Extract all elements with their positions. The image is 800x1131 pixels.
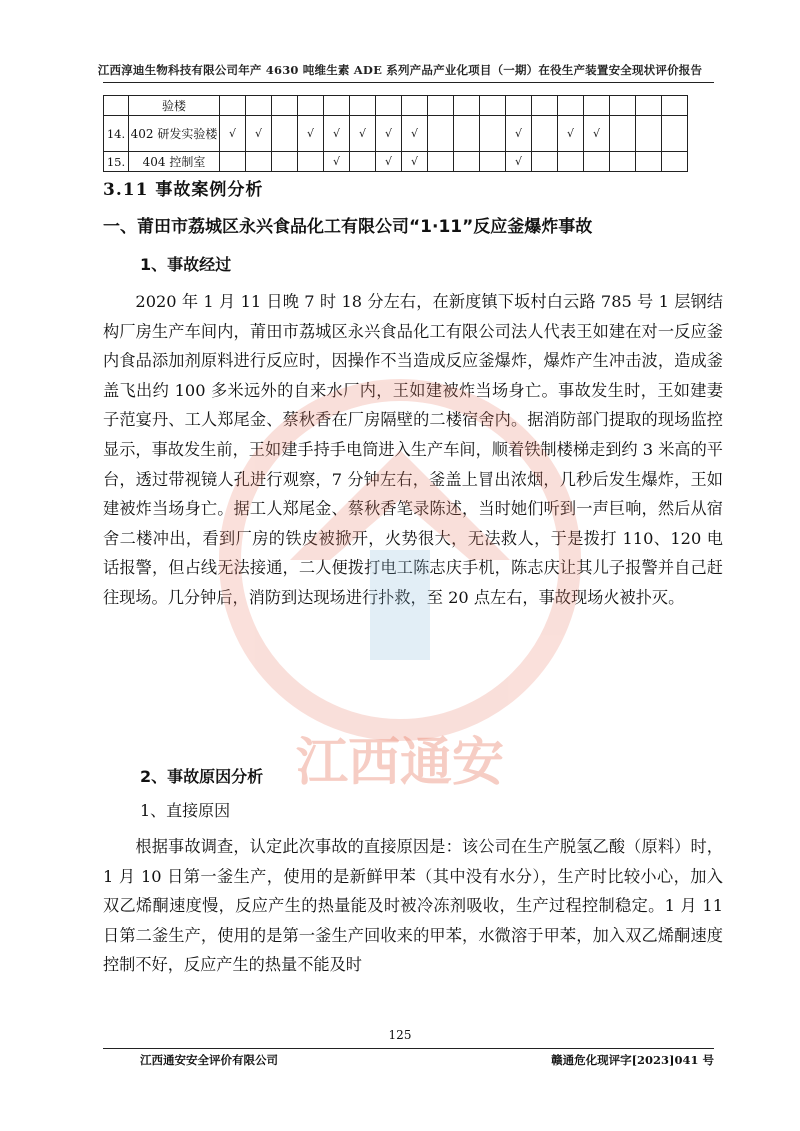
hazard-check-cell: √ — [402, 116, 428, 152]
hazard-check-cell — [662, 152, 688, 172]
hazard-check-cell — [610, 116, 636, 152]
paragraph-direct-cause: 根据事故调查，认定此次事故的直接原因是：该公司在生产脱氢乙酸（原料）时，1 月 10 日第一釜生产，使用的是新鲜甲苯（其中没有水分），生产时比较小心，加入双乙烯酮速度慢，反应产生的热量能及时被冷冻剂吸收，生产过程控制稳定。1 月 11 日第二釜生产，使用的是第一釜生产回收来的甲苯，水微溶于甲苯，加入双乙烯酮速度控制不好，反应产生的热量不能及时 — [103, 837, 723, 975]
hazard-check-cell — [454, 116, 480, 152]
hazard-check-cell — [454, 152, 480, 172]
footer-divider — [103, 1048, 714, 1049]
hazard-check-cell — [584, 152, 610, 172]
row-number-cell — [104, 96, 129, 116]
hazard-check-cell — [454, 96, 480, 116]
hazard-check-cell: √ — [376, 152, 402, 172]
hazard-check-cell — [428, 96, 454, 116]
hazard-check-cell — [220, 152, 246, 172]
hazard-check-cell — [532, 152, 558, 172]
hazard-check-cell: √ — [324, 116, 350, 152]
hazard-check-cell — [246, 96, 272, 116]
row-number-cell: 15. — [104, 152, 129, 172]
hazard-check-cell: √ — [350, 116, 376, 152]
heading-cause-analysis: 2、事故原因分析 — [140, 767, 264, 786]
hazard-check-cell: √ — [298, 116, 324, 152]
case-title: 一、莆田市荔城区永兴食品化工有限公司“1·11”反应釜爆炸事故 — [103, 217, 593, 237]
hazard-check-cell — [636, 96, 662, 116]
hazard-check-cell — [428, 152, 454, 172]
page-number: 125 — [388, 1028, 412, 1042]
hazard-check-cell: √ — [402, 152, 428, 172]
paragraph-accident-process: 2020 年 1 月 11 日晚 7 时 18 分左右，在新度镇下坂村白云路 785 号 1 层钢结构厂房生产车间内，莆田市荔城区永兴食品化工有限公司法人代表王如建在对一反应釜内食品添加剂原料进行反应时，因操作不当造成反应釜爆炸，爆炸产生冲击波，造成釜盖飞出约 100 多米远外的自来水厂内，王如建被炸当场身亡。事故发生时，王如建妻子范宴丹、工人郑尾金、蔡秋香在厂房隔壁的二楼宿舍内。据消防部门提取的现场监控显示，事故发生前，王如建手持手电筒进入生产车间，顺着铁制楼梯走到约 3 米高的平台，透过带视镜人孔进行观察，7 分钟左右，釜盖上冒出浓烟，几秒后发生爆炸，王如建被炸当场身亡。据工人郑尾金、蔡秋香笔录陈述，当时她们听到一声巨响，然后从宿舍二楼冲出，看到厂房的铁皮被掀开，火势很大，无法救人，于是拨打 110、120 电话报警，但占线无法接通，二人便拨打电工陈志庆手机，陈志庆让其儿子报警并自己赶往现场。几分钟后，消防到达现场进行扑救，至 20 点左右，事故现场火被扑灭。 — [103, 292, 723, 607]
watermark-text: 江西通安 — [295, 733, 505, 793]
footer-doc-number: 赣通危化现评字[2023]041 号 — [551, 1053, 714, 1067]
hazard-check-cell — [220, 96, 246, 116]
hazard-check-cell: √ — [506, 116, 532, 152]
hazard-check-cell — [376, 96, 402, 116]
hazard-check-cell — [506, 96, 532, 116]
hazard-check-cell — [532, 116, 558, 152]
unit-name-cell: 验楼 — [129, 96, 220, 116]
hazard-check-cell — [636, 152, 662, 172]
hazard-check-cell: √ — [506, 152, 532, 172]
hazard-check-cell — [480, 152, 506, 172]
header-divider — [103, 82, 714, 83]
hazard-matrix-table — [103, 95, 688, 172]
report-header: 江西淳迪生物科技有限公司年产 4630 吨维生素 ADE 系列产品产业化项目（一期）在役生产装置安全现状评价报告 — [97, 63, 703, 77]
hazard-check-cell — [610, 96, 636, 116]
hazard-check-cell — [558, 152, 584, 172]
hazard-check-cell — [558, 96, 584, 116]
table-row — [104, 152, 688, 172]
hazard-check-cell — [402, 96, 428, 116]
hazard-check-cell — [662, 116, 688, 152]
hazard-check-cell — [584, 96, 610, 116]
hazard-check-cell: √ — [324, 152, 350, 172]
hazard-check-cell: √ — [584, 116, 610, 152]
hazard-check-cell — [532, 96, 558, 116]
hazard-check-cell — [272, 152, 298, 172]
hazard-check-cell — [350, 96, 376, 116]
hazard-check-cell: √ — [558, 116, 584, 152]
hazard-check-cell — [480, 96, 506, 116]
hazard-check-cell — [272, 96, 298, 116]
footer-company: 江西通安安全评价有限公司 — [140, 1053, 278, 1067]
heading-accident-process: 1、事故经过 — [140, 255, 232, 274]
hazard-check-cell — [428, 116, 454, 152]
hazard-check-cell — [350, 152, 376, 172]
hazard-check-cell: √ — [220, 116, 246, 152]
hazard-check-cell: √ — [376, 116, 402, 152]
hazard-check-cell — [480, 116, 506, 152]
hazard-check-cell — [636, 116, 662, 152]
table-row — [104, 116, 688, 152]
table-row — [104, 96, 688, 116]
section-title: 3.11 事故案例分析 — [103, 180, 264, 200]
hazard-check-cell: √ — [246, 116, 272, 152]
hazard-check-cell — [246, 152, 272, 172]
hazard-check-cell — [610, 152, 636, 172]
row-number-cell: 14. — [104, 116, 129, 152]
hazard-check-cell — [324, 96, 350, 116]
hazard-check-cell — [272, 116, 298, 152]
unit-name-cell: 402 研发实验楼 — [129, 116, 220, 152]
heading-direct-cause: 1、直接原因 — [140, 801, 231, 820]
hazard-check-cell — [298, 152, 324, 172]
unit-name-cell: 404 控制室 — [129, 152, 220, 172]
hazard-check-cell — [298, 96, 324, 116]
hazard-check-cell — [662, 96, 688, 116]
